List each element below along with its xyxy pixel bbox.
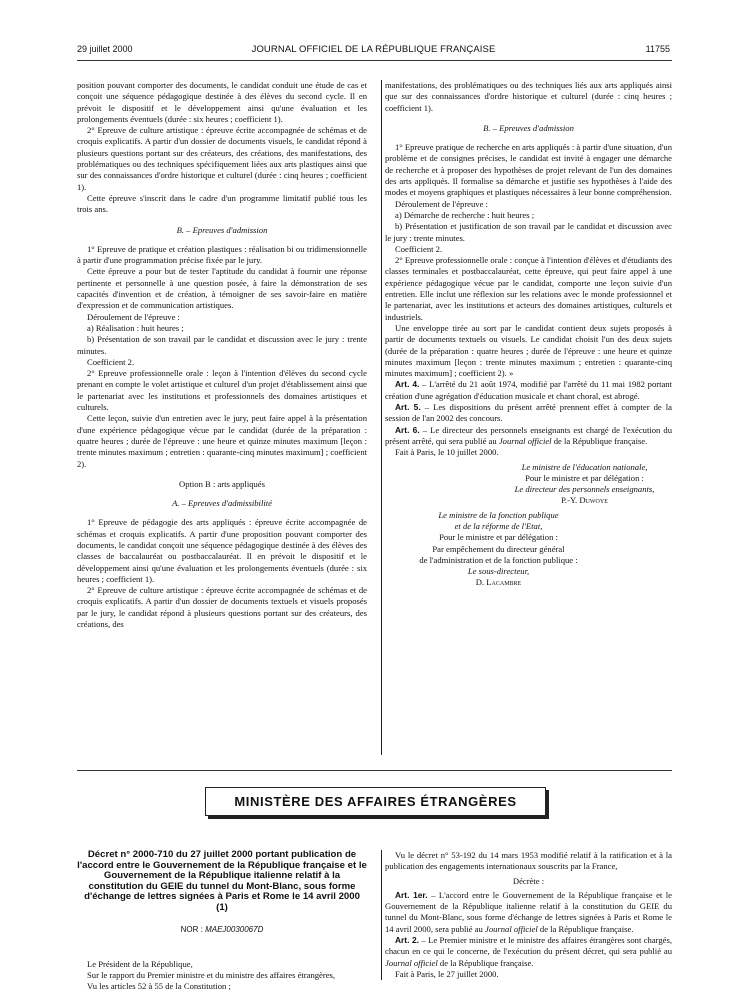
signatory-name: P.-Y. Duwoye <box>561 495 608 506</box>
signatory-title: Le directeur des personnels enseignants, <box>514 484 655 495</box>
header-date: 29 juillet 2000 <box>77 44 133 54</box>
decree-left-column <box>77 850 367 993</box>
header-rule <box>77 60 672 61</box>
delegation-line: Par empêchement du directeur général <box>432 543 565 554</box>
decree-title: Décret n° 2000-710 du 27 juillet 2000 portant publication de l'accord entre le Gouvernement de la République française et le Gouvernement de la République italienne relatif à la constitution du GEIE du tunnel du Mont-Blanc, sous forme d'échange de lettres signées à Paris et Rome le 14 avril 2000 (1) <box>77 849 367 913</box>
decree-right-column <box>385 850 672 980</box>
journal-title: JOURNAL OFFICIEL DE LA RÉPUBLIQUE FRANÇAISE <box>251 44 496 55</box>
paragraph: Le Président de la République, <box>87 958 193 969</box>
signature-block-2 <box>385 510 672 589</box>
section-heading: B. – Epreuves d'admission <box>483 122 574 133</box>
column-divider <box>381 80 382 755</box>
fait-line: Fait à Paris, le 10 juillet 2000. <box>395 447 499 458</box>
paragraph: Une enveloppe tirée au sort par le candidat contient deux sujets proposés à partir de documents textuels ou visuels. Le candidat choisit l'un des deux sujets (durée de la préparation : quatre heures ; durée de l'épreuve : une heure et quinze minutes maximum [leçon : trente minutes maximum ; entretien : quarante-cinq minutes maximum] ; coefficient 2). » <box>385 322 672 379</box>
page-number: 11755 <box>645 44 670 54</box>
page-header <box>77 44 670 58</box>
signatory-name: D. Lacambre <box>475 577 522 588</box>
paragraph: Vu le décret n° 53-192 du 14 mars 1953 modifié relatif à la ratification et à la publication des engagements internationaux souscrits par la France, <box>385 850 672 872</box>
paragraph: 1° Epreuve pratique de recherche en arts appliqués : à partir d'une situation, d'un problème et de consignes précises, le candidat est invité à engager une démarche de recherche et à proposer des hypothèses de projet relevant de l'un des domaines des arts appliqués. Il formalise sa démarche et justifie ses hypothèses à l'aide des modes et moyens graphiques et plastiques nécessaires à leur bonne compréhension. <box>385 142 672 198</box>
paragraph: Coefficient 2. <box>87 356 135 367</box>
paragraph: Déroulement de l'épreuve : <box>87 311 180 322</box>
paragraph: Sur le rapport du Premier ministre et du ministre des affaires étrangères, <box>87 970 336 981</box>
signatory-title: Le ministre de la fonction publique <box>438 509 559 520</box>
paragraph: Coefficient 2. <box>395 243 443 254</box>
paragraph: a) Réalisation : huit heures ; <box>87 322 184 333</box>
section-heading: B. – Epreuves d'admission <box>176 224 268 235</box>
decrete-heading: Décrète : <box>512 875 545 886</box>
left-column <box>77 80 367 630</box>
ministry-banner: MINISTÈRE DES AFFAIRES ÉTRANGÈRES <box>205 787 546 816</box>
paragraph: Cette épreuve s'inscrit dans le cadre d'un programme limitatif publié tous les trois ans. <box>77 192 367 215</box>
paragraph: 2° Epreuve professionnelle orale : leçon à l'intention d'élèves du second cycle prenant en compte le volet artistique et culturel d'un projet d'établissement ainsi que le partenariat avec les institutions et professionnels des domaines artistiques et culturels. <box>77 368 367 413</box>
section-heading: A. – Epreuves d'admissibilité <box>172 498 272 509</box>
signature-block-1 <box>385 462 672 507</box>
article-1: Art. 1er. – L'accord entre le Gouvernement de la République française et le Gouvernement de la République italienne relatif à la constitution du GEIE du tunnel du Mont-Blanc, sous forme d'échange de lettres signées à Paris et Rome le 14 avril 2000, sera publié au Journal officiel de la République française. <box>385 889 672 934</box>
paragraph: b) Présentation de son travail par le candidat et discussion avec le jury : trente minutes. <box>77 334 367 356</box>
paragraph: Déroulement de l'épreuve : <box>395 198 488 209</box>
paragraph: 2° Epreuve professionnelle orale : conçue à l'intention d'élèves et d'étudiants des classes terminales et postbaccalauréat, cette épreuve, qui peut faire appel à une expérience pédagogique vécue par le candidat, comporte une leçon suivie d'un entretien. Elle inclut une réflexion sur les relations avec le monde professionnel et le partenariat, avec les institutions et acteurs des domaines artistiques, culturels et industriels. <box>385 255 672 322</box>
paragraph: position pouvant comporter des documents, le candidat conduit une étude de cas et conçoit une séquence pédagogique destinée à des élèves du second cycle. Il en prévoit le dispositif et le développement ainsi qu'une évaluation et les prolongements éventuels (durée : six heures ; coefficient 1). <box>77 80 367 124</box>
delegation-line: de l'administration et de la fonction publique : <box>419 554 578 565</box>
paragraph: manifestations, des problématiques ou des techniques liés aux arts appliqués ainsi que sur des connaissances d'ordre historique et culturel (durée : cinq heures ; coefficient 1). <box>385 80 672 113</box>
paragraph: Vu les articles 52 à 55 de la Constitution ; <box>87 981 231 992</box>
article-2: Art. 2. – Le Premier ministre et le ministre des affaires étrangères sont chargés, chacun en ce qui le concerne, de l'exécution du présent décret, qui sera publié au Journal officiel de la République française. <box>385 935 672 968</box>
signatory-title: Le ministre de l'éducation nationale, <box>521 461 648 472</box>
paragraph: b) Présentation et justification de son travail par le candidat et discussion avec le jury : trente minutes. <box>385 221 672 243</box>
article-5: Art. 5. – Les dispositions du présent arrêté prennent effet à compter de la session de l'an 2002 des concours. <box>385 402 672 424</box>
signatory-title: Le sous-directeur, <box>467 566 530 577</box>
nor-reference: NOR : MAEJ0030067D <box>180 924 264 934</box>
signatory-title: et de la réforme de l'Etat, <box>454 520 543 531</box>
fait-line: Fait à Paris, le 27 juillet 2000. <box>395 968 499 979</box>
section-rule <box>77 770 672 771</box>
delegation-line: Pour le ministre et par délégation : <box>525 472 644 483</box>
right-column <box>385 80 672 589</box>
paragraph: a) Démarche de recherche : huit heures ; <box>395 209 535 220</box>
article-4: Art. 4. – L'arrêté du 21 août 1974, modifié par l'arrêté du 11 mai 1982 portant création d'une agrégation d'éducation musicale et chant choral, est abrogé. <box>385 379 672 401</box>
paragraph: 2° Epreuve de culture artistique : épreuve écrite accompagnée de schémas et de croquis explicatifs. A partir d'un dossier de documents textuels et visuels proposés par le jury, le candidat répond à plusieurs questions portant sur des créateurs, des créations, des <box>77 585 367 630</box>
article-6: Art. 6. – Le directeur des personnels enseignants est chargé de l'exécution du présent arrêté, qui sera publié au Journal officiel de la République française. <box>385 424 672 446</box>
option-heading: Option B : arts appliqués <box>179 478 265 489</box>
paragraph: 1° Epreuve de pratique et création plastiques : réalisation bi ou tridimensionnelle à partir d'une programmation précise fixée par le jury. <box>77 243 367 266</box>
paragraph: Cette leçon, suivie d'un entretien avec le jury, peut faire appel à la présentation d'une expérience pédagogique vécue par le candidat (durée de la préparation : quatre heures ; durée de l'épreuve : une heure et quinze minutes maximum [leçon : trente minutes maximum ; entretien : quarante-cinq minutes maximum] ; coefficient 2). <box>77 413 367 469</box>
paragraph: 1° Epreuve de pédagogie des arts appliqués : épreuve écrite accompagnée de schémas et croquis explicatifs. A partir d'une proposition pouvant comporter des documents, le candidat conçoit une séquence pédagogique destinée à des élèves des classes de baccalauréat ou postbaccalauréat. Il en prévoit le dispositif et le développement ainsi qu'une évaluation et les prolongements éventuels (durée : six heures ; coefficient 1). <box>77 517 367 584</box>
column-divider <box>381 850 382 980</box>
paragraph: 2° Epreuve de culture artistique : épreuve écrite accompagnée de schémas et de croquis explicatifs. A partir d'un dossier de documents visuels, le candidat répond à plusieurs questions portant sur des créateurs, des créations, des manifestations, des problématiques ou des techniques spécifiquement liées aux arts plastiques ainsi que sur des connaissances d'ordre historique et culturel (durée : cinq heures ; coefficient 1). <box>77 125 367 192</box>
delegation-line: Pour le ministre et par délégation : <box>439 532 558 543</box>
paragraph: Cette épreuve a pour but de tester l'aptitude du candidat à fournir une réponse pertinente et personnelle à une question posée, à faire la démonstration de ses capacités d'invention et de création, à témoigner de ses savoir-faire en matière d'expression et de communication artistiques. <box>77 266 367 311</box>
